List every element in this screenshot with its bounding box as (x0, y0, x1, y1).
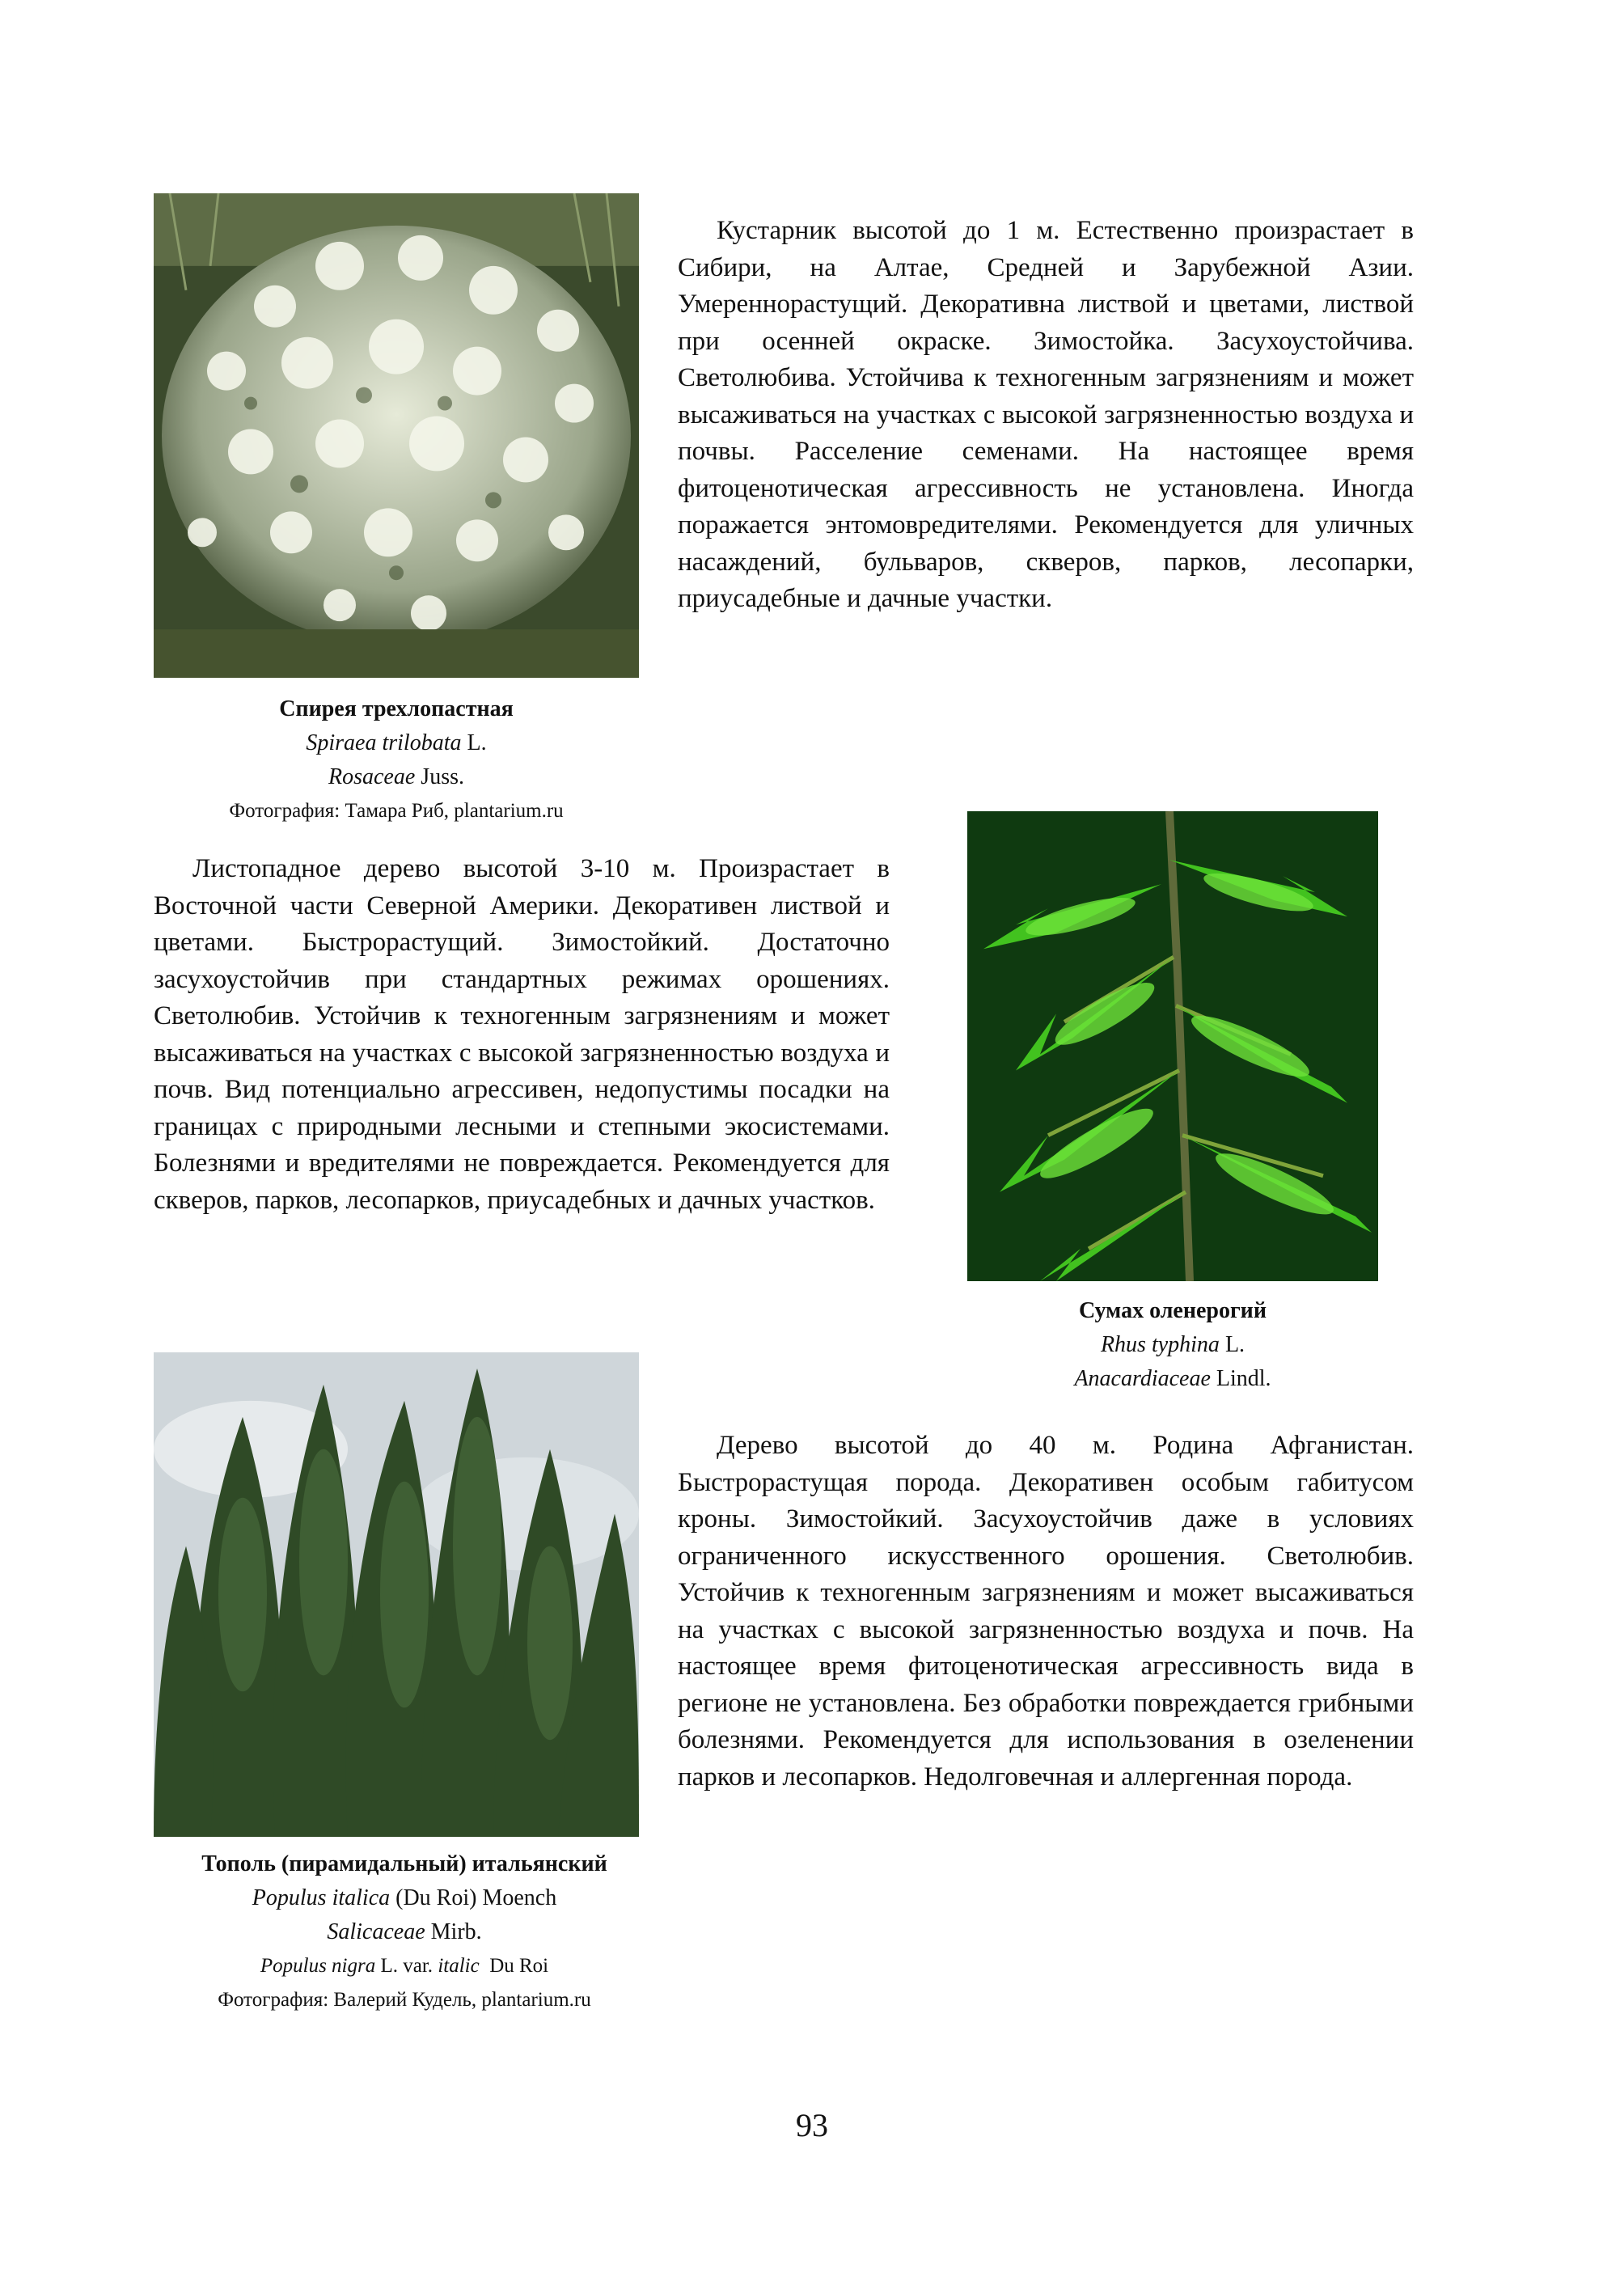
poplar-family: Salicaceae (327, 1919, 425, 1944)
poplar-caption (121, 1847, 687, 2017)
rhus-description: Листопадное дерево высотой 3-10 м. Произрастает в Восточной части Северной Америки. Декоративен листвой и цветами. Быстрорастущий. Зимостойкий. Достаточно засухоустойчив при стандартных режимах орошениях. Светолюбив. Устойчив к техногенным загрязнениям и может высаживаться на участках с высокой загрязненностью воздуха и почв. Вид потенциально агрессивен, недопустимы посадки на границах с природными лесными и степными экосистемами. Болезнями и вредителями не повреждается. Рекомендуется для скверов, парков, лесопарков, приусадебных и дачных участков. (154, 854, 890, 1215)
page-number: 93 (796, 2107, 828, 2143)
spiraea-photo-credit: Фотография: Тамара Риб, plantarium.ru (229, 800, 564, 822)
poplar-photo (154, 1352, 639, 1837)
rhus-family: Anacardiaceae (1074, 1366, 1211, 1391)
spiraea-photo (154, 193, 639, 678)
spiraea-latin-author: L. (461, 730, 487, 755)
poplar-family-author: Mirb. (425, 1919, 482, 1944)
poplar-photo-credit: Фотография: Валерий Кудель, plantarium.ru (218, 1989, 591, 2011)
rhus-name: Сумах оленерогий (1079, 1298, 1267, 1323)
spiraea-latin: Spiraea trilobata (306, 730, 462, 755)
rhus-latin: Rhus typhina (1100, 1332, 1220, 1357)
poplar-synonym-latin: Populus nigra (260, 1955, 376, 1977)
rhus-family-author: Lindl. (1210, 1366, 1271, 1391)
poplar-latin: Populus italica (252, 1885, 391, 1910)
spiraea-name: Спирея трехлопастная (279, 696, 514, 721)
spiraea-description: Кустарник высотой до 1 м. Естественно произрастает в Сибири, на Алтае, Средней и Зарубежной Азии. Умереннорастущий. Декоративна листвой и цветами, листвой при осенней окраске. Зимостойка. Засухоустойчива. Светолюбива. Устойчива к техногенным загрязнениям и может высаживаться на участках с высокой загрязненностью воздуха и почвы. Расселение семенами. На настоящее время фитоценотическая агрессивность не установлена. Иногда поражается энтомовредителями. Рекомендуется для уличных насаждений, бульваров, скверов, парков, лесопарки, приусадебные и дачные участки. (678, 216, 1414, 613)
rhus-photo (967, 811, 1378, 1281)
rhus-latin-author: L. (1219, 1332, 1245, 1357)
poplar-name: Тополь (пирамидальный) итальянский (201, 1851, 607, 1876)
poplar-synonym-author: Du Roi (479, 1955, 549, 1977)
poplar-synonym-var: italic (438, 1955, 480, 1977)
rhus-caption (930, 1294, 1415, 1396)
poplar-synonym-mid: L. var. (375, 1955, 438, 1977)
spiraea-caption (146, 692, 647, 828)
spiraea-family-author: Juss. (415, 764, 464, 789)
poplar-latin-author: (Du Roi) Moench (390, 1885, 557, 1910)
poplar-description: Дерево высотой до 40 м. Родина Афганистан. Быстрорастущая порода. Декоративен особым габитусом кроны. Зимостойкий. Засухоустойчив даже в условиях ограниченного искусственного орошения. Светолюбив. Устойчив к техногенным загрязнениям и может высаживаться на участках с высокой загрязненностью воздуха и почв. На настоящее время фитоценотическая агрессивность вида в регионе не установлена. Без обработки повреждается грибными болезнями. Рекомендуется для использования в озеленении парков и лесопарков. Недолговечная и аллергенная порода. (678, 1431, 1414, 1792)
spiraea-family: Rosaceae (328, 764, 416, 789)
